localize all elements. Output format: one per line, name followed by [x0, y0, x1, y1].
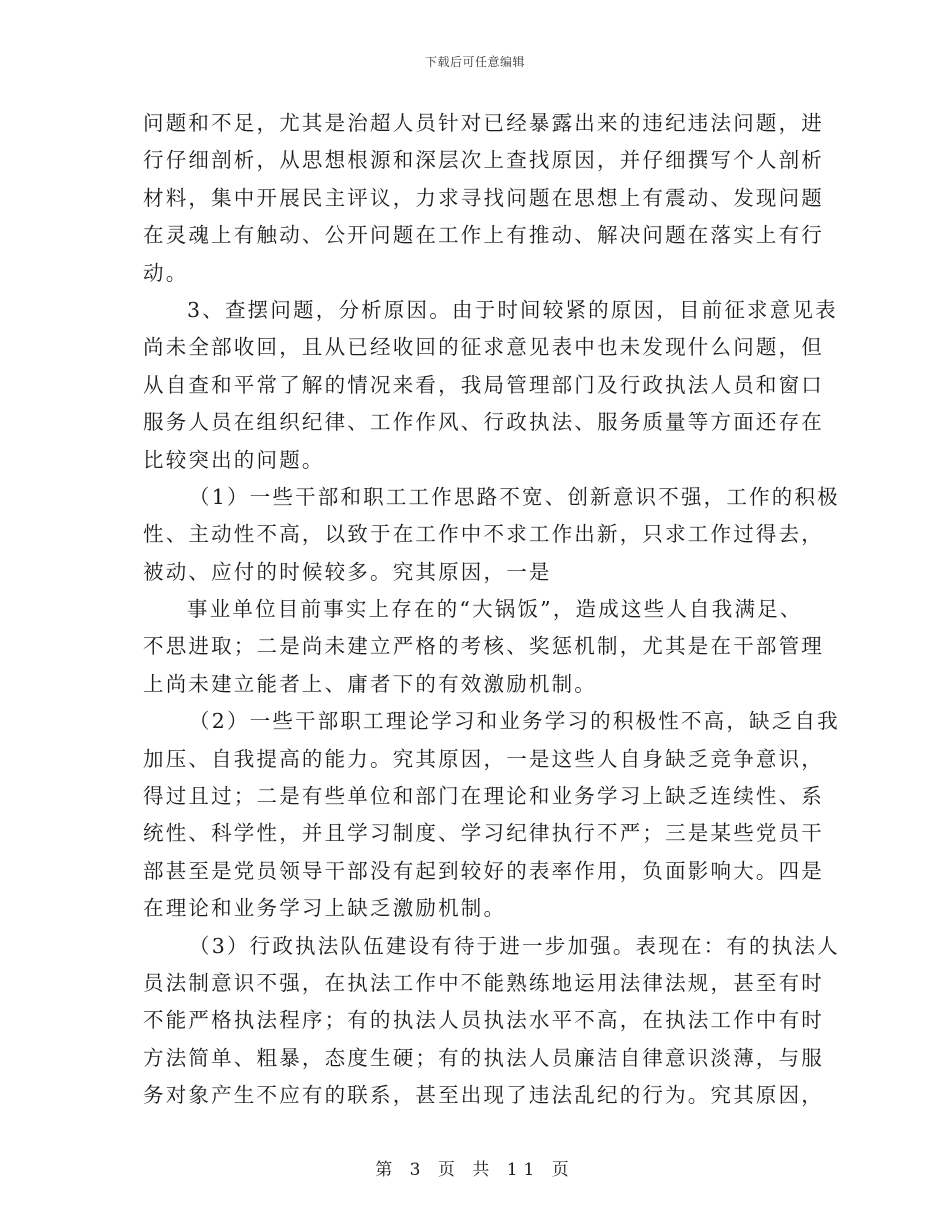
text-line: 上尚未建立能者上、庸者下的有效激励机制。 — [143, 671, 597, 696]
text-line: 性、主动性不高，以致于在工作中不求工作出新，只求工作过得去， — [143, 522, 824, 547]
text-line: 问题和不足，尤其是治超人员针对已经暴露出来的违纪违法问题，进 — [143, 111, 824, 135]
text-line: 不能严格执法程序；有的执法人员执法水平不高，在执法工作中有时 — [143, 1008, 824, 1033]
text-line: 比较突出的问题。 — [143, 447, 325, 472]
text-line: 服务人员在组织纪律、工作作风、行政执法、服务质量等方面还存在 — [143, 410, 824, 435]
page-footer: 第 3 页 共 11 页 — [375, 1160, 575, 1180]
text-line: 统性、科学性，并且学习制度、学习纪律执行不严；三是某些党员干 — [143, 821, 824, 846]
text-line: 被动、应付的时候较多。究其原因，一是 — [143, 559, 552, 584]
text-line: （2）一些干部职工理论学习和业务学习的积极性不高，缺乏自我 — [189, 709, 840, 734]
text-line: 3、查摆问题，分析原因。由于时间较紧的原因，目前征求意见表 — [187, 297, 838, 322]
text-line: 行仔细剖析，从思想根源和深层次上查找原因，并仔细撰写个人剖析 — [143, 148, 824, 173]
text-line: 方法简单、粗暴，态度生硬；有的执法人员廉洁自律意识淡薄，与服 — [143, 1045, 824, 1070]
text-line: 不思进取；二是尚未建立严格的考核、奖惩机制，尤其是在干部管理 — [143, 634, 824, 659]
text-line: （3）行政执法队伍建设有待于进一步加强。表现在：有的执法人 — [189, 933, 840, 958]
text-line: 材料，集中开展民主评议，力求寻找问题在思想上有震动、发现问题 — [143, 185, 824, 210]
text-line: 加压、自我提高的能力。究其原因，一是这些人自身缺乏竞争意识， — [143, 746, 824, 771]
text-line: 尚未全部收回，且从已经收回的征求意见表中也未发现什么问题，但 — [143, 335, 824, 360]
body-text — [143, 105, 840, 1115]
text-line: 在理论和业务学习上缺乏激励机制。 — [143, 896, 507, 921]
text-line: 部甚至是党员领导干部没有起到较好的表率作用，负面影响大。四是 — [143, 858, 824, 883]
text-line: 在灵魂上有触动、公开问题在工作上有推动、解决问题在落实上有行 — [143, 223, 824, 248]
text-line: 得过且过；二是有些单位和部门在理论和业务学习上缺乏连续性、系 — [143, 784, 824, 809]
text-line: 动。 — [143, 260, 189, 285]
text-line: 事业单位目前事实上存在的“大锅饭”，造成这些人自我满足、 — [187, 597, 803, 622]
text-line: 员法制意识不强，在执法工作中不能熟练地运用法律法规，甚至有时 — [143, 970, 824, 995]
text-line: 务对象产生不应有的联系，甚至出现了违法乱纪的行为。究其原因， — [143, 1083, 824, 1108]
text-line: （1）一些干部和职工工作思路不宽、创新意识不强，工作的积极 — [189, 484, 840, 509]
text-line: 从自查和平常了解的情况来看，我局管理部门及行政执法人员和窗口 — [143, 372, 824, 397]
page-header: 下载后可任意编辑 — [424, 55, 525, 69]
